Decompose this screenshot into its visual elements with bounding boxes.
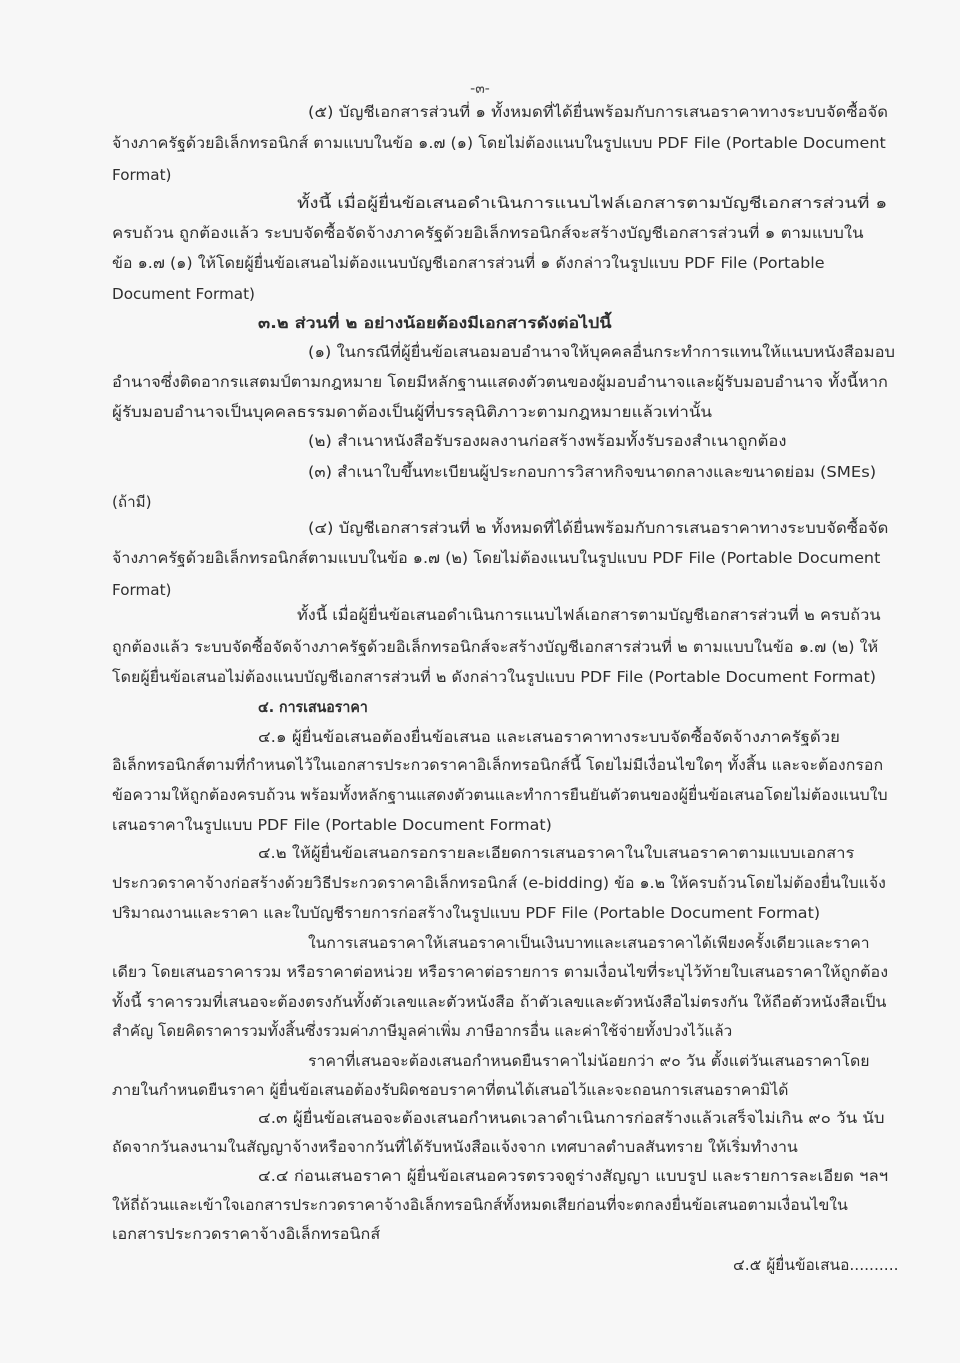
text-line: ครบถ้วน ถูกต้องแล้ว ระบบจัดซื้อจัดจ้างภาครัฐด้วยอิเล็กทรอนิกส์จะสร้างบัญชีเอกสารส่วนที่ ๑ ตามแบบใน <box>112 224 864 242</box>
text-line: เดียว โดยเสนอราคารวม หรือราคาต่อหน่วย หรือราคาต่อรายการ ตามเงื่อนไขที่ระบุไว้ท้ายใบเสนอราคาให้ถูกต้อง <box>112 963 889 981</box>
text-line: ประกวดราคาจ้างก่อสร้างด้วยวิธีประกวดราคาอิเล็กทรอนิกส์ (e-bidding) ข้อ ๑.๒ ให้ครบถ้วนโดยไม่ต้องยื่นใบแจ้ง <box>112 874 886 892</box>
text-line: ราคาที่เสนอจะต้องเสนอกำหนดยืนราคาไม่น้อยกว่า ๙๐ วัน ตั้งแต่วันเสนอราคาโดย <box>308 1052 870 1070</box>
text-line: (๕) บัญชีเอกสารส่วนที่ ๑ ทั้งหมดที่ได้ยื่นพร้อมกับการเสนอราคาทางระบบจัดซื้อจัด <box>308 103 888 121</box>
text-line: ถูกต้องแล้ว ระบบจัดซื้อจัดจ้างภาครัฐด้วยอิเล็กทรอนิกส์จะสร้างบัญชีเอกสารส่วนที่ ๒ ตามแบบในข้อ ๑.๗ (๒) ให้ <box>112 638 879 656</box>
text-line: ๓.๒ ส่วนที่ ๒ อย่างน้อยต้องมีเอกสารดังต่อไปนี้ <box>258 314 612 332</box>
text-line: ๔.๒ ให้ผู้ยื่นข้อเสนอกรอกรายละเอียดการเสนอราคาในใบเสนอราคาตามแบบเอกสาร <box>258 844 855 862</box>
text-line: ข้อความให้ถูกต้องครบถ้วน พร้อมทั้งหลักฐานแสดงตัวตนและทำการยืนยันตัวตนของผู้ยื่นข้อเสนอโดยไม่ต้องแนบใบ <box>112 786 888 804</box>
text-line: ปริมาณงานและราคา และใบบัญชีรายการก่อสร้างในรูปแบบ PDF File (Portable Document Format) <box>112 904 821 922</box>
page-number: -๓- <box>470 81 490 97</box>
text-line: (๓) สำเนาใบขึ้นทะเบียนผู้ประกอบการวิสาหกิจขนาดกลางและขนาดย่อม (SMEs) <box>308 463 877 481</box>
text-line: ให้ถี่ถ้วนและเข้าใจเอกสารประกวดราคาจ้างอิเล็กทรอนิกส์ทั้งหมดเสียก่อนที่จะตกลงยื่นข้อเสนอตามเงื่อนไขใน <box>112 1196 848 1214</box>
text-line: ภายในกำหนดยืนราคา ผู้ยื่นข้อเสนอต้องรับผิดชอบราคาที่ตนได้เสนอไว้และจะถอนการเสนอราคามิได้ <box>112 1081 789 1099</box>
text-line: ข้อ ๑.๗ (๑) ให้โดยผู้ยื่นข้อเสนอไม่ต้องแนบบัญชีเอกสารส่วนที่ ๑ ดังกล่าวในรูปแบบ PDF File (Portable <box>112 254 825 272</box>
text-line: ทั้งนี้ เมื่อผู้ยื่นข้อเสนอดำเนินการแนบไฟล์เอกสารตามบัญชีเอกสารส่วนที่ ๒ ครบถ้วน <box>297 606 881 624</box>
text-line: Document Format) <box>112 285 255 303</box>
text-line: อิเล็กทรอนิกส์ตามที่กำหนดไว้ในเอกสารประกวดราคาอิเล็กทรอนิกส์นี้ โดยไม่มีเงื่อนไขใดๆ ทั้งสิ้น และจะต้องกรอก <box>112 756 884 774</box>
text-line: ๔.๕ ผู้ยื่นข้อเสนอ.......... <box>733 1256 899 1274</box>
text-line: สำคัญ โดยคิดราคารวมทั้งสิ้นซึ่งรวมค่าภาษีมูลค่าเพิ่ม ภาษีอากรอื่น และค่าใช้จ่ายทั้งปวงไว้แล้ว <box>112 1022 733 1040</box>
text-line: ๔.๓ ผู้ยื่นข้อเสนอจะต้องเสนอกำหนดเวลาดำเนินการก่อสร้างแล้วเสร็จไม่เกิน ๙๐ วัน นับ <box>258 1109 885 1127</box>
text-line: เสนอราคาในรูปแบบ PDF File (Portable Document Format) <box>112 816 552 834</box>
text-line: ๔.๑ ผู้ยื่นข้อเสนอต้องยื่นข้อเสนอ และเสนอราคาทางระบบจัดซื้อจัดจ้างภาครัฐด้วย <box>258 728 840 746</box>
text-line: ๔.๔ ก่อนเสนอราคา ผู้ยื่นข้อเสนอควรตรวจดูร่างสัญญา แบบรูป และรายการละเอียด ฯลฯ <box>258 1167 889 1185</box>
text-line: ทั้งนี้ เมื่อผู้ยื่นข้อเสนอดำเนินการแนบไฟล์เอกสารตามบัญชีเอกสารส่วนที่ ๑ <box>297 194 888 212</box>
text-line: (๒) สำเนาหนังสือรับรองผลงานก่อสร้างพร้อมทั้งรับรองสำเนาถูกต้อง <box>308 432 787 450</box>
text-line: (๔) บัญชีเอกสารส่วนที่ ๒ ทั้งหมดที่ได้ยื่นพร้อมกับการเสนอราคาทางระบบจัดซื้อจัด <box>308 519 889 537</box>
text-line: Format) <box>112 581 172 599</box>
text-line: จ้างภาครัฐด้วยอิเล็กทรอนิกส์ตามแบบในข้อ ๑.๗ (๒) โดยไม่ต้องแนบในรูปแบบ PDF File (Portable Document <box>112 549 881 567</box>
text-line: ๔. การเสนอราคา <box>258 698 368 716</box>
text-line: ผู้รับมอบอำนาจเป็นบุคคลธรรมดาต้องเป็นผู้ที่บรรลุนิติภาวะตามกฎหมายแล้วเท่านั้น <box>112 403 713 421</box>
text-line: ในการเสนอราคาให้เสนอราคาเป็นเงินบาทและเสนอราคาได้เพียงครั้งเดียวและราคา <box>308 934 870 952</box>
text-line: (๑) ในกรณีที่ผู้ยื่นข้อเสนอมอบอำนาจให้บุคคลอื่นกระทำการแทนให้แนบหนังสือมอบ <box>308 343 895 361</box>
text-line: โดยผู้ยื่นข้อเสนอไม่ต้องแนบบัญชีเอกสารส่วนที่ ๒ ดังกล่าวในรูปแบบ PDF File (Portable Document Format) <box>112 668 876 686</box>
text-line: จ้างภาครัฐด้วยอิเล็กทรอนิกส์ ตามแบบในข้อ ๑.๗ (๑) โดยไม่ต้องแนบในรูปแบบ PDF File (Portable Document <box>112 134 886 152</box>
text-line: ทั้งนี้ ราคารวมที่เสนอจะต้องตรงกันทั้งตัวเลขและตัวหนังสือ ถ้าตัวเลขและตัวหนังสือไม่ตรงกัน ให้ถือตัวหนังสือเป็น <box>112 993 887 1011</box>
text-line: เอกสารประกวดราคาจ้างอิเล็กทรอนิกส์ <box>112 1225 381 1243</box>
text-line: (ถ้ามี) <box>112 493 152 511</box>
text-line: ถัดจากวันลงนามในสัญญาจ้างหรือจากวันที่ได้รับหนังสือแจ้งจาก เทศบาลตำบลสันทราย ให้เริ่มทำงาน <box>112 1138 798 1156</box>
text-line: อำนาจซึ่งติดอากรแสตมป์ตามกฎหมาย โดยมีหลักฐานแสดงตัวตนของผู้มอบอำนาจและผู้รับมอบอำนาจ ทั้งนี้หาก <box>112 373 888 391</box>
text-line: Format) <box>112 166 172 184</box>
